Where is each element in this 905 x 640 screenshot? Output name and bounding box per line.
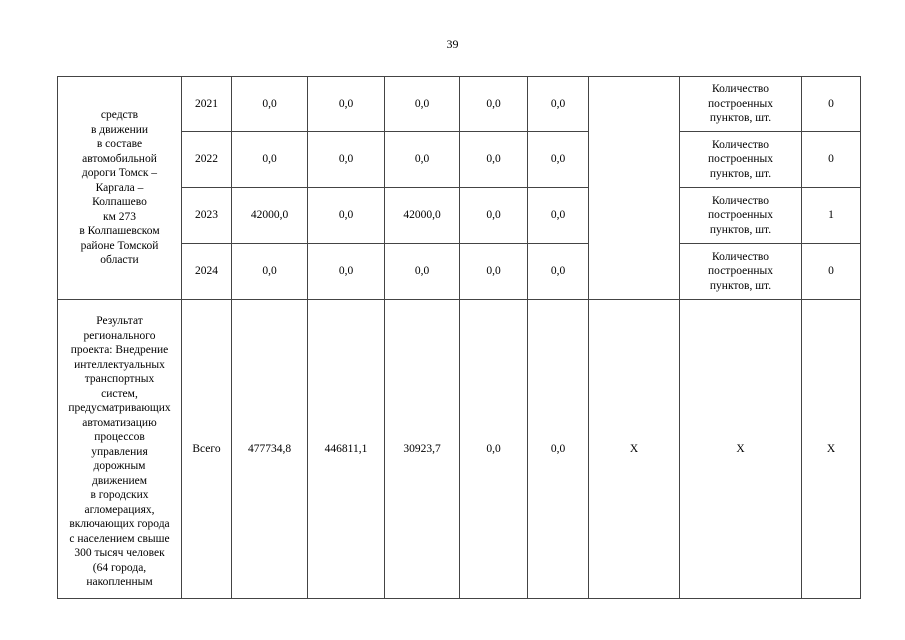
total-cell: 42000,0 [232,188,308,244]
total-cell: 0,0 [232,132,308,188]
indicator-value-cell: 0 [802,132,861,188]
result-name-cell: Результат регионального проекта: Внедрение интеллектуальных транспортных систем, предусматривающих автоматизацию процессов управления дорожным движением в городских агломерациях, включающих города с населением свыше 300 тысяч человек (64 города, накопленным [58,300,182,599]
regional-budget-cell: 30923,7 [385,300,460,599]
local-budget-cell: 0,0 [460,244,528,300]
page-number: 39 [446,37,459,51]
total-cell: 0,0 [232,77,308,132]
extrabudgetary-cell: 0,0 [528,300,589,599]
federal-budget-cell: 0,0 [308,188,385,244]
extrabudgetary-cell: 0,0 [528,244,589,300]
local-budget-cell: 0,0 [460,132,528,188]
regional-budget-cell: 0,0 [385,77,460,132]
indicator-value-cell: 1 [802,188,861,244]
extrabudgetary-cell: 0,0 [528,188,589,244]
indicator-value-cell: Х [802,300,861,599]
local-budget-cell: 0,0 [460,300,528,599]
year-cell: Всего [182,300,232,599]
indicator-value-cell: 0 [802,244,861,300]
year-cell: 2021 [182,77,232,132]
indicator-cell: Количество построенных пунктов, шт. [680,77,802,132]
indicator-cell: Х [680,300,802,599]
table-row [58,300,861,599]
regional-budget-cell: 0,0 [385,244,460,300]
financing-table [57,76,861,599]
event-name-cell: средств в движении в составе автомобильной дороги Томск – Каргала – Колпашево км 273 в Колпашевском районе Томской области [58,77,182,300]
indicator-cell: Количество построенных пунктов, шт. [680,188,802,244]
executor-cell: Х [589,300,680,599]
federal-budget-cell: 0,0 [308,244,385,300]
total-cell: 0,0 [232,244,308,300]
federal-budget-cell: 0,0 [308,77,385,132]
year-cell: 2022 [182,132,232,188]
year-cell: 2024 [182,244,232,300]
regional-budget-cell: 42000,0 [385,188,460,244]
federal-budget-cell: 446811,1 [308,300,385,599]
federal-budget-cell: 0,0 [308,132,385,188]
total-cell: 477734,8 [232,300,308,599]
regional-budget-cell: 0,0 [385,132,460,188]
indicator-cell: Количество построенных пунктов, шт. [680,132,802,188]
extrabudgetary-cell: 0,0 [528,77,589,132]
year-cell: 2023 [182,188,232,244]
local-budget-cell: 0,0 [460,77,528,132]
extrabudgetary-cell: 0,0 [528,132,589,188]
local-budget-cell: 0,0 [460,188,528,244]
table-row [58,77,861,132]
indicator-value-cell: 0 [802,77,861,132]
executor-cell [589,77,680,300]
indicator-cell: Количество построенных пунктов, шт. [680,244,802,300]
